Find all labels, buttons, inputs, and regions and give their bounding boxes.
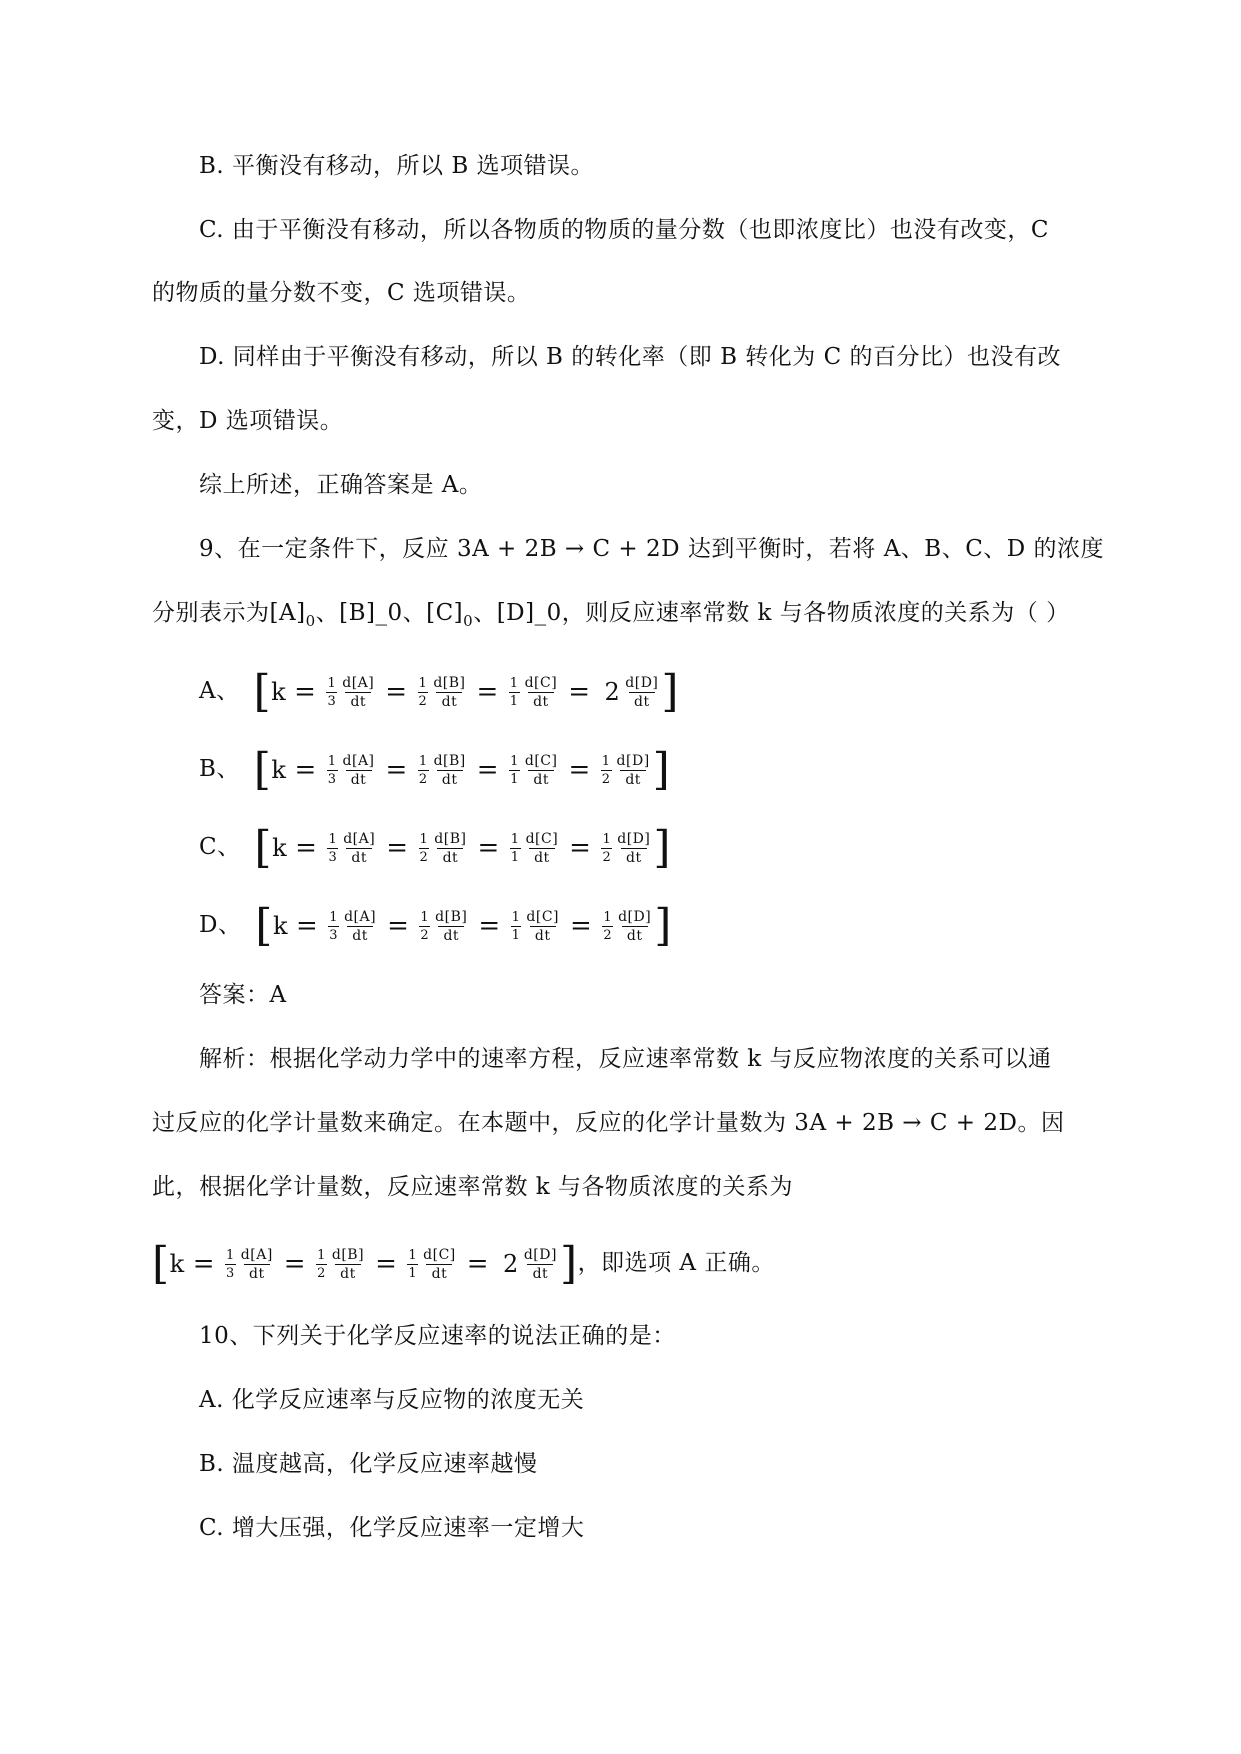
q9-text-a: 分别表示为[A] [152,600,306,626]
question-10-option-b: B. 温度越高，化学反应速率越慢 [199,1451,538,1477]
explanation-tail: ，即选项 A 正确。 [577,1250,775,1276]
option-c-label: C、 [199,834,241,860]
question-10-option-a: A. 化学反应速率与反应物的浓度无关 [199,1387,585,1413]
option-c-formula: [ k = $\frac{1}{3}$ $\frac{d[A]}{dt}$ = $\frac{1}{2}$ $\frac{d[B]}{dt}$ = $\frac{1}{1}$ $\frac{d[C]}{dt}$ = $\frac{1}{2}$ $\frac{d[D]}{dt}$ ] [254,822,672,873]
q9-subscript-c: 0 [463,612,474,630]
explanation-line3: 此，根据化学计量数，反应速率常数 k 与各物质浓度的关系为 [152,1174,794,1200]
explanation-line1: 解析：根据化学动力学中的速率方程，反应速率常数 k 与反应物浓度的关系可以通 [199,1046,1052,1072]
paragraph-d-line2: 变，D 选项错误。 [152,408,344,434]
option-a-label: A、 [199,678,240,704]
question-9-line1: 9、在一定条件下，反应 3A + 2B → C + 2D 达到平衡时，若将 A、B、C、D 的浓度 [199,536,1105,562]
question-10-option-c: C. 增大压强，化学反应速率一定增大 [199,1515,585,1541]
paragraph-c-line2: 的物质的量分数不变，C 选项错误。 [152,280,531,306]
question-10: 10、下列关于化学反应速率的说法正确的是： [199,1323,676,1349]
option-b-label: B、 [199,756,240,782]
option-c [199,824,671,871]
option-d-label: D、 [199,912,242,938]
explanation-formula-line [152,1240,775,1287]
summary-line: 综上所述，正确答案是 A。 [199,472,483,498]
explanation-line2: 过反应的化学计量数来确定。在本题中，反应的化学计量数为 3A + 2B → C + 2D。因 [152,1110,1065,1136]
option-b-formula: [ k = $\frac{1}{3}$ $\frac{d[A]}{dt}$ = $\frac{1}{2}$ $\frac{d[B]}{dt}$ = $\frac{1}{1}$ $\frac{d[C]}{dt}$ = $\frac{1}{2}$ $\frac{d[D]}{dt}$ ] [253,744,671,795]
option-d [199,902,672,949]
q9-subscript-a: 0 [305,612,316,630]
option-a [199,668,679,715]
paragraph-c-line1: C. 由于平衡没有移动，所以各物质的物质的量分数（也即浓度比）也没有改变，C [199,217,1049,243]
explanation-formula: [ k = $\frac{1}{3}$ $\frac{d[A]}{dt}$ = $\frac{1}{2}$ $\frac{d[B]}{dt}$ = $\frac{1}{1}$ $\frac{d[C]}{dt}$ = 2 $\frac{d[D]}{dt}$ ] [152,1238,578,1289]
q9-text-b: 、[B]_0、[C] [315,600,464,626]
option-b [199,746,670,793]
answer-line: 答案：A [199,982,287,1008]
option-a-formula: [ k = $\frac{1}{3}$ $\frac{d[A]}{dt}$ = $\frac{1}{2}$ $\frac{d[B]}{dt}$ = $\frac{1}{1}$ $\frac{d[C]}{dt}$ = 2 $\frac{d[D]}{dt}$ ] [253,666,680,717]
question-9-line2 [152,597,1070,637]
paragraph-b: B. 平衡没有移动，所以 B 选项错误。 [199,153,595,179]
paragraph-d-line1: D. 同样由于平衡没有移动，所以 B 的转化率（即 B 转化为 C 的百分比）也没有改 [199,344,1062,370]
option-d-formula: [ k = $\frac{1}{3}$ $\frac{d[A]}{dt}$ = $\frac{1}{2}$ $\frac{d[B]}{dt}$ = $\frac{1}{1}$ $\frac{d[C]}{dt}$ = $\frac{1}{2}$ $\frac{d[D]}{dt}$ ] [255,900,672,951]
q9-text-c: 、[D]_0，则反应速率常数 k 与各物质浓度的关系为（ ） [473,600,1070,626]
